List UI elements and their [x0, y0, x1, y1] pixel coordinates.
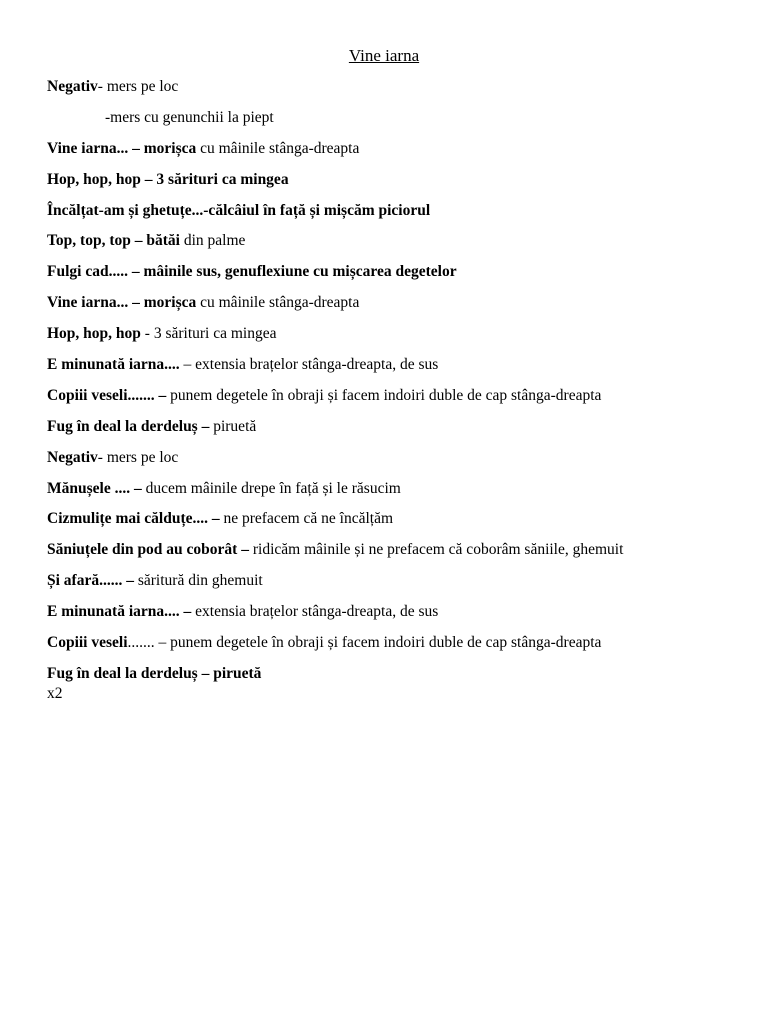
- line-bold-text: Vine iarna... – morișca: [47, 294, 197, 312]
- line-bold-text: Copiii veseli: [47, 634, 128, 652]
- line-text: extensia brațelor stânga-dreapta, de sus: [191, 603, 439, 621]
- list-item: [47, 633, 762, 653]
- line-text: ducem mâinile drepe în față și le răsucim: [141, 479, 401, 497]
- list-item: [47, 77, 762, 97]
- list-item: [47, 262, 762, 282]
- document-title: Vine iarna: [348, 46, 420, 65]
- list-item: [47, 540, 762, 560]
- line-bold-text: Hop, hop, hop: [47, 325, 141, 343]
- list-item: [47, 170, 762, 190]
- line-bold-text: Și afară...... –: [47, 572, 134, 590]
- line-text: -mers cu genunchii la piept: [105, 108, 274, 126]
- line-bold-text: Copiii veseli....... –: [47, 386, 167, 404]
- line-text: cu mâinile stânga-dreapta: [196, 294, 360, 312]
- list-item: [47, 108, 762, 128]
- line-text: x2: [47, 684, 63, 702]
- line-bold-text: E minunată iarna....: [47, 356, 180, 374]
- line-text: – extensia brațelor stânga-dreapta, de sus: [179, 356, 439, 374]
- line-text: - 3 sărituri ca mingea: [140, 325, 277, 343]
- list-item: [47, 664, 762, 684]
- line-bold-text: Hop, hop, hop – 3 sărituri ca mingea: [47, 170, 289, 188]
- line-bold-text: Negativ: [47, 448, 98, 466]
- line-text: - mers pe loc: [97, 448, 179, 466]
- list-item: [47, 324, 762, 344]
- list-item: [47, 355, 762, 375]
- list-item: [47, 602, 762, 622]
- line-text: săritură din ghemuit: [133, 572, 263, 590]
- choreography-list: [47, 77, 762, 704]
- list-item: [47, 448, 762, 468]
- list-item: [47, 386, 762, 406]
- line-text: punem degetele în obraji și facem indoiri duble de cap stânga-dreapta: [166, 386, 602, 404]
- line-text: ....... – punem degetele în obraji și facem indoiri duble de cap stânga-dreapta: [127, 634, 602, 652]
- list-item: [47, 479, 762, 499]
- line-bold-text: Mănușele .... –: [47, 479, 142, 497]
- list-item: [47, 417, 762, 437]
- line-bold-text: Săniuțele din pod au coborât –: [47, 541, 249, 559]
- list-item: [47, 293, 762, 313]
- line-bold-text: E minunată iarna.... –: [47, 603, 192, 621]
- list-item: [47, 201, 762, 221]
- list-item: [47, 231, 762, 251]
- line-bold-text: Negativ: [47, 78, 98, 95]
- list-item: [47, 571, 762, 591]
- line-bold-text: Încălțat-am și ghetuțe...-călcâiul în față și mișcăm piciorul: [47, 201, 431, 219]
- line-text: ridicăm mâinile și ne prefacem că coborâm săniile, ghemuit: [248, 541, 624, 559]
- line-bold-text: Vine iarna... – morișca: [47, 139, 197, 157]
- line-bold-text: Fug în deal la derdeluș –: [47, 417, 210, 435]
- list-item: [47, 139, 762, 159]
- line-text: ne prefacem că ne încălțăm: [219, 510, 394, 528]
- line-text: piruetă: [209, 417, 257, 435]
- line-text: cu mâinile stânga-dreapta: [196, 139, 360, 157]
- repeat-note: [47, 684, 762, 704]
- line-bold-text: Fulgi cad..... – mâinile sus, genuflexiune cu mișcarea degetelor: [47, 263, 457, 281]
- line-bold-text: Fug în deal la derdeluș – piruetă: [47, 664, 262, 682]
- line-bold-text: Cizmulițe mai călduțe.... –: [47, 510, 220, 528]
- line-text: - mers pe loc: [97, 78, 179, 95]
- line-text: din palme: [179, 232, 246, 250]
- line-bold-text: Top, top, top – bătăi: [47, 232, 180, 250]
- list-item: [47, 509, 762, 529]
